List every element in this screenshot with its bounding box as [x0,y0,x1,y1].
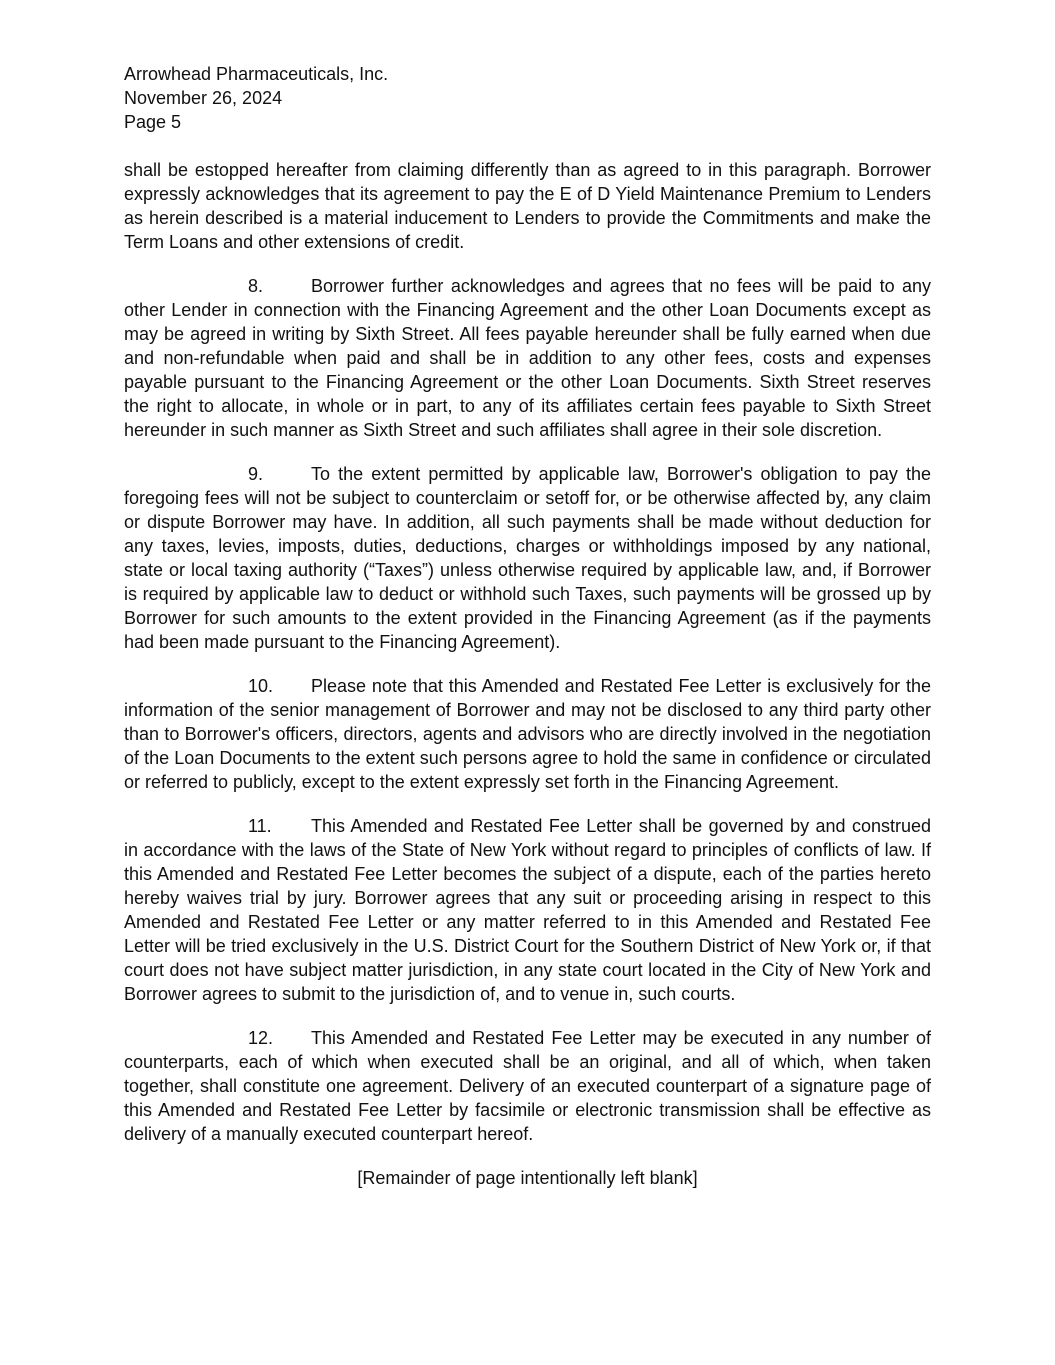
paragraph-12 [124,1026,931,1146]
paragraph-text: This Amended and Restated Fee Letter may be executed in any number of counterparts, each of which when executed shall be an original, and all of which, when taken together, shall constitute one agreement. Delivery of an executed counterpart of a signature page of this Amended and Restated Fee Letter by facsimile or electronic transmission shall be effective as delivery of a manually executed counterpart hereof. [124,1028,931,1144]
paragraph-9 [124,462,931,654]
remainder-blank-note: [Remainder of page intentionally left blank] [357,1168,698,1188]
company-name: Arrowhead Pharmaceuticals, Inc. [124,64,389,84]
paragraph-number: 10. [248,676,274,696]
paragraph-8 [124,274,931,442]
paragraph-number: 11. [248,816,272,836]
paragraph-text: To the extent permitted by applicable law, Borrower's obligation to pay the foregoing fees will not be subject to counterclaim or setoff for, or be otherwise affected by, any claim or dispute Borrower may have. In addition, all such payments shall be made without deduction for any taxes, levies, imposts, duties, deductions, charges or withholdings imposed by any national, state or local taxing authority (“Taxes”) unless otherwise required by applicable law, and, if Borrower is required by applicable law to deduct or withhold such Taxes, such payments will be grossed up by Borrower for such amounts to the extent provided in the Financing Agreement (as if the payments had been made pursuant to the Financing Agreement). [124,464,931,652]
page-number: Page 5 [124,112,182,132]
document-page [124,62,931,1190]
paragraph-text: Borrower further acknowledges and agrees that no fees will be paid to any other Lender in connection with the Financing Agreement and the other Loan Documents except as may be agreed in writing by Sixth Street. All fees payable hereunder shall be fully earned when due and non-refundable when paid and shall be in addition to any other fees, costs and expenses payable pursuant to the Financing Agreement or the other Loan Documents. Sixth Street reserves the right to allocate, in whole or in part, to any of its affiliates certain fees payable to Sixth Street hereunder in such manner as Sixth Street and such affiliates shall agree in their sole discretion. [124,276,931,440]
paragraph-text: This Amended and Restated Fee Letter shall be governed by and construed in accordance with the laws of the State of New York without regard to principles of conflicts of law. If this Amended and Restated Fee Letter becomes the subject of a dispute, each of the parties hereto hereby waives trial by jury. Borrower agrees that any suit or proceeding arising in respect to this Amended and Restated Fee Letter or any matter referred to in this Amended and Restated Fee Letter will be tried exclusively in the U.S. District Court for the Southern District of New York or, if that court does not have subject matter jurisdiction, in any state court located in the City of New York and Borrower agrees to submit to the jurisdiction of, and to venue in, such courts. [124,816,931,1004]
paragraph-number: 8. [248,276,264,296]
letter-date: November 26, 2024 [124,88,283,108]
paragraph-11 [124,814,931,1006]
paragraph-text: Please note that this Amended and Restated Fee Letter is exclusively for the information of the senior management of Borrower and may not be disclosed to any third party other than to Borrower's officers, directors, agents and advisors who are directly involved in the negotiation of the Loan Documents to the extent such persons agree to hold the same in confidence or circulated or referred to publicly, except to the extent expressly set forth in the Financing Agreement. [124,676,931,792]
letter-header [124,62,931,134]
paragraph-number: 9. [248,464,264,484]
paragraph-10 [124,674,931,794]
paragraph-number: 12. [248,1028,274,1048]
intro-paragraph: shall be estopped hereafter from claiming differently than as agreed to in this paragraph. Borrower expressly acknowledges that its agreement to pay the E of D Yield Maintenance Premium to Lenders as herein described is a material inducement to Lenders to provide the Commitments and make the Term Loans and other extensions of credit. [124,160,931,252]
